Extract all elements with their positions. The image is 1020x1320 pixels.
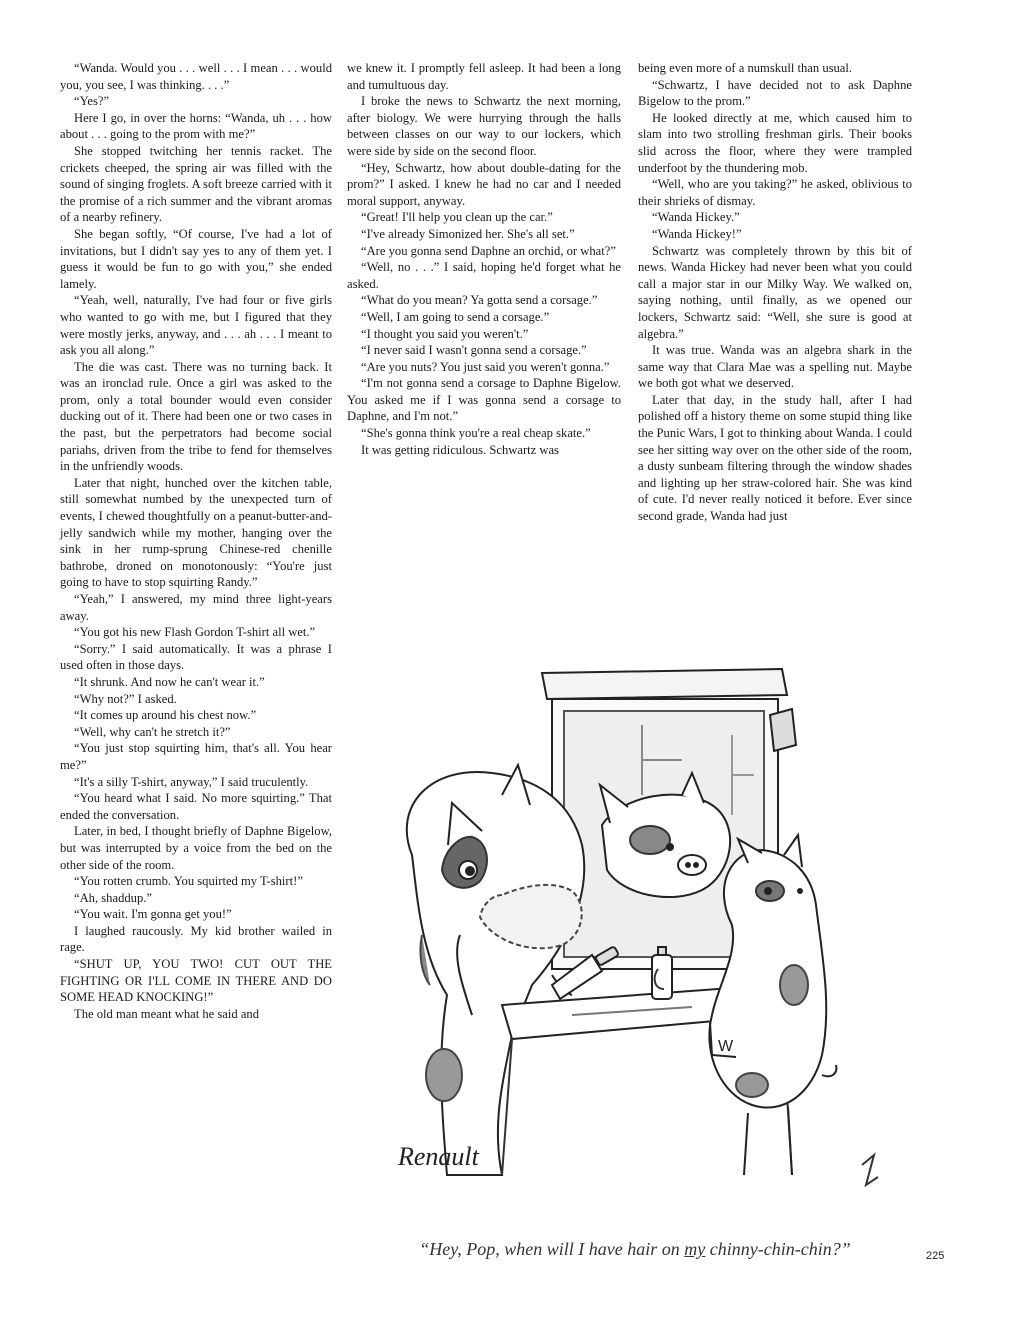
cartoon-caption (370, 1239, 900, 1260)
paragraph: “What do you mean? Ya gotta send a corsage.” (361, 293, 598, 308)
paragraph: “Great! I'll help you clean up the car.” (361, 210, 553, 225)
paragraph: “It shrunk. And now he can't wear it.” (74, 674, 265, 689)
paragraph: “Sorry.” I said automatically. It was a phrase I used often in those days. (60, 641, 332, 673)
paragraph: “Wanda Hickey!” (652, 226, 742, 241)
paragraph: “You just stop squirting him, that's all. You hear me?” (60, 741, 332, 772)
paragraph: “Well, why can't he stretch it?” (74, 724, 231, 739)
paragraph: “Yeah, well, naturally, I've had four or five girls who wanted to go with me, but I figured that they were mostly jerks, anyway, and . . . ah . . . I meant to ask you all along.” (60, 293, 332, 358)
paragraph: It was true. Wanda was an algebra shark in the same way that Clara Mae was a spelling nut. Maybe we both got what we deserved. (638, 343, 912, 391)
paragraph: “Well, no . . .” I said, hoping he'd forget what he asked. (347, 260, 621, 291)
artist-signature: Renault (398, 1142, 479, 1171)
text-column-1 (60, 60, 332, 1022)
paragraph: “You heard what I said. No more squirting.” That ended the conversation. (60, 791, 332, 822)
paragraph: “You wait. I'm gonna get you!” (74, 907, 232, 922)
paragraph: I laughed raucously. My kid brother wailed in rage. (60, 923, 332, 955)
paragraph: Later, in bed, I thought briefly of Daphne Bigelow, but was interrupted by a voice from the bed on the other side of the room. (60, 824, 332, 872)
cartoon-illustration (352, 655, 918, 1235)
paragraph: we knew it. I promptly fell asleep. It had been a long and tumultuous day. (347, 61, 621, 92)
paragraph: Here I go, in over the horns: “Wanda, uh . . . how about . . . going to the prom with me?” (60, 110, 332, 142)
paragraph: He looked directly at me, which caused him to slam into two strolling freshman girls. Their books slid across the floor, where they were trampled underfoot by the thundering mob. (638, 110, 912, 175)
paragraph: “Are you nuts? You just said you weren't gonna.” (361, 359, 610, 374)
paragraph: “Ah, shaddup.” (74, 890, 152, 905)
paragraph: She began softly, “Of course, I've had a lot of invitations, but I didn't say yes to any of them yet. I guess it would be fun to go with you,” she ended lamely. (60, 226, 332, 291)
text-column-2 (347, 60, 621, 458)
caption-part-1: “Hey, Pop, when will I have hair on (419, 1239, 685, 1259)
paragraph: “Yeah,” I answered, my mind three light-years away. (60, 592, 332, 623)
caption-part-2: chinny-chin-chin?” (705, 1239, 851, 1259)
paragraph: “I'm not gonna send a corsage to Daphne Bigelow. You asked me if I was gonna send a corsage to Daphne, and I'm not.” (347, 376, 621, 424)
paragraph: “It comes up around his chest now.” (74, 708, 257, 723)
paragraph: She stopped twitching her tennis racket. The crickets cheeped, the spring air was filled with the sound of singing froglets. A soft breeze carried with it the promise of a rich summer and the vibrant aromas of a nearby refinery. (60, 143, 332, 225)
paragraph: “Well, who are you taking?” he asked, oblivious to their shrieks of dismay. (638, 177, 912, 208)
paragraph: “Hey, Schwartz, how about double-dating for the prom?” I asked. I knew he had no car and I needed moral support, anyway. (347, 160, 621, 208)
paragraph: “You got his new Flash Gordon T-shirt all wet.” (74, 625, 316, 640)
paragraph: The die was cast. There was no turning back. It was an ironclad rule. Once a girl was asked to the prom, only a total bounder would even consider ducking out of it. There had been one or two cases in the past, but the perpetrators had become social pariahs, driven from the tribe to fend for themselves in the unfriendly woods. (60, 359, 332, 474)
paragraph: “SHUT UP, YOU TWO! CUT OUT THE FIGHTING OR I'LL COME IN THERE AND DO SOME HEAD KNOCKING!” (60, 957, 332, 1005)
paragraph: “Why not?” I asked. (74, 691, 177, 706)
paragraph: Later that night, hunched over the kitchen table, still somewhat numbed by the unexpected turn of events, I chewed thoughtfully on a peanut-butter-and-jelly sandwich while my mother, hanging over the sink in her rump-sprung Chinese-red chenille bathrobe, droned on monotonously: “You're just going to have to stop squirting Randy.” (60, 475, 332, 590)
paragraph: “You rotten crumb. You squirted my T-shirt!” (74, 874, 303, 889)
page-number: 225 (926, 1250, 945, 1262)
caption-underlined-word: my (684, 1239, 706, 1259)
jersey-letter: W (718, 1038, 734, 1055)
paragraph: “It's a silly T-shirt, anyway,” I said truculently. (74, 774, 309, 789)
paragraph: Schwartz was completely thrown by this bit of news. Wanda Hickey had never been what you could call a major star in our Milky Way. We walked on, saying nothing, until finally, as we opened our lockers, Schwartz said: “Well, she sure is good at algebra.” (638, 243, 912, 341)
paragraph: Later that day, in the study hall, after I had polished off a history theme on some stupid thing like the Punic Wars, I got to thinking about Wanda. I could see her sitting way over on the other side of the room, a dusty sunbeam filtering through the window shades and lighting up her straw-colored hair. She was kind of cute. I'd never really noticed it before. Ever since second grade, Wanda had just (638, 392, 912, 524)
paragraph: “Wanda Hickey.” (652, 210, 740, 225)
paragraph: “Yes?” (74, 94, 110, 109)
paragraph: “I've already Simonized her. She's all set.” (361, 226, 575, 241)
paragraph: It was getting ridiculous. Schwartz was (361, 442, 559, 457)
paragraph: “Well, I am going to send a corsage.” (361, 309, 550, 324)
paragraph: “Are you gonna send Daphne an orchid, or what?” (361, 243, 616, 258)
paragraph: I broke the news to Schwartz the next morning, after biology. We were hurrying through the halls between classes on our way to our lockers, which were side by side on the second floor. (347, 94, 621, 158)
paragraph: The old man meant what he said and (74, 1006, 260, 1021)
paragraph: “She's gonna think you're a real cheap skate.” (361, 426, 591, 441)
paragraph: “I thought you said you weren't.” (361, 326, 529, 341)
paragraph: “Schwartz, I have decided not to ask Daphne Bigelow to the prom.” (638, 77, 912, 109)
paragraph: being even more of a numskull than usual. (638, 61, 853, 75)
paragraph: “I never said I wasn't gonna send a corsage.” (361, 343, 587, 358)
text-column-3 (638, 60, 912, 525)
little-pig (709, 835, 836, 1175)
paragraph: “Wanda. Would you . . . well . . . I mean . . . would you, you see, I was thinking. . . .” (60, 61, 332, 92)
